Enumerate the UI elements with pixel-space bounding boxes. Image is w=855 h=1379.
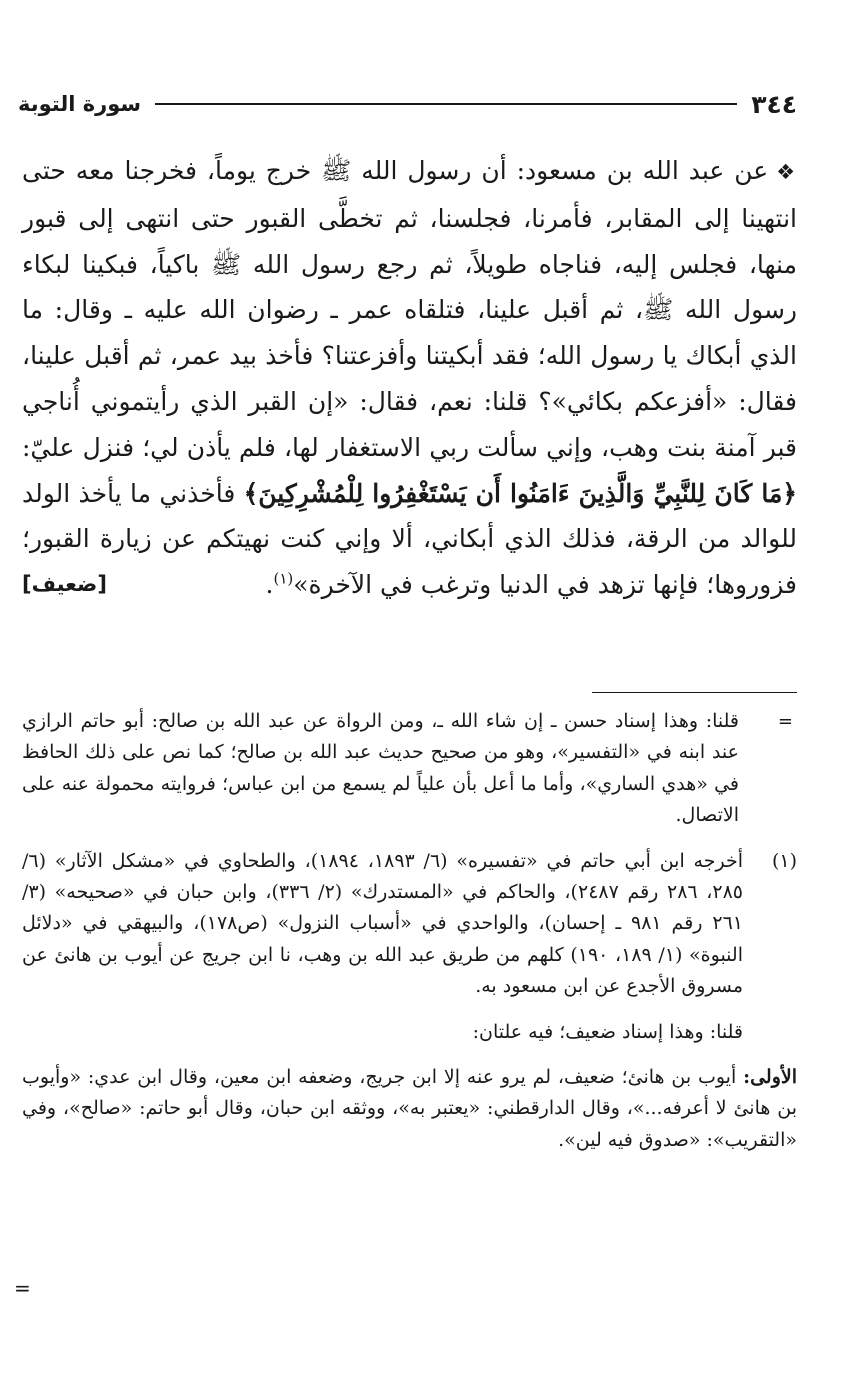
first-reason (22, 1062, 797, 1156)
footnote-1-followup: قلنا: وهذا إسناد ضعيف؛ فيه علتان: (472, 1020, 743, 1043)
hadith-text (22, 148, 797, 608)
footnote-1 (22, 846, 797, 1003)
hadith-text-after-verse: فأخذني ما يأخذ الولد للوالد من الرقة، فذلك الذي أبكاني، ألا وإني كنت نهيتكم عن زيارة القبور؛ فزوروها؛ فإنها تزهد في الدنيا وترغب في الآخرة» (22, 478, 797, 600)
footnote-reference[interactable]: (١) (273, 569, 294, 588)
footnotes (22, 706, 797, 1156)
hadith-paragraph (22, 148, 797, 608)
first-reason-text: أيوب بن هانئ؛ ضعيف، لم يرو عنه إلا ابن جريج، وضعفه ابن معين، وقال ابن عدي: «وأيوب بن هانئ لا أعرفه...»، وقال الدارقطني: «يعتبر به»، ووثقه ابن حبان، وقال أبو حاتم: «صالح»، وفي «التقريب»: «صدوق فيه لين». (22, 1066, 797, 1151)
continuation-marker: = (777, 711, 793, 732)
end-period: . (265, 570, 274, 600)
hadith-text-before-verse: عن عبد الله بن مسعود: أن رسول الله ﷺ خرج يوماً، فخرجنا معه حتى انتهينا إلى المقابر، فأمرنا، فجلسنا، ثم تخطَّى القبور حتى انتهى إلى قبور منها، فجلس إليه، فناجاه طويلاً، ثم رجع رسول الله ﷺ باكياً، فبكينا لبكاء رسول الله ﷺ، ثم أقبل علينا، فتلقاه عمر ـ رضوان الله عليه ـ وقال: ما الذي أبكاك يا رسول الله؛ فقد أبكيتنا وأفزعتنا؟ فأخذ بيد عمر، ثم أقبل علينا، فقال: «أفزعكم بكائي»؟ قلنا: نعم، فقال: «إن القبر الذي رأيتموني أُناجي قبر آمنة بنت وهب، وإني سألت ربي الاستغفار لها، فلم يأذن لي؛ فنزل عليّ: (22, 156, 797, 462)
quran-verse: ﴿مَا كَانَ لِلنَّبِيِّ وَالَّذِينَ ءَامَنُوا أَن يَسْتَغْفِرُوا لِلْمُشْرِكِينَ﴾ (243, 478, 797, 508)
bullet-icon: ❖ (776, 160, 797, 184)
footnote-continuation (22, 706, 797, 832)
footnote-1-marker: (١) (771, 849, 797, 872)
first-reason-label: الأولى: (743, 1066, 797, 1089)
continuation-text: قلنا: وهذا إسناد حسن ـ إن شاء الله ـ، ومن الرواة عن عبد الله بن صالح: أبو حاتم الرازي عند ابنه في «التفسير»، وهو من صحيح حديث عبد الله بن صالح؛ كما نص على ذلك الحافظ في «هدي الساري»، وأما ما أعل بأن علياً لم يسمع من ابن عباس؛ فروايته محمولة عنه على الاتصال. (22, 710, 739, 827)
hadith-grade: [ضعيف] (22, 572, 107, 597)
page-number: ٣٤٤ (751, 89, 797, 119)
page-header (18, 84, 797, 124)
footnote-1-text: أخرجه ابن أبي حاتم في «تفسيره» (٦/ ١٨٩٣، ١٨٩٤)، والطحاوي في «مشكل الآثار» (٦/ ٢٨٥، ٢٨٦ رقم ٢٤٨٧)، والحاكم في «المستدرك» (٢/ ٣٣٦)، وابن حبان في «صحيحه» (٣/ ٢٦١ رقم ٩٨١ ـ إحسان)، والواحدي في «أسباب النزول» (ص١٧٨)، والبيهقي في «دلائل النبوة» (١/ ١٨٩، ١٩٠) كلهم من طريق عبد الله بن وهب، نا ابن جريج عن أيوب بن هانئ عن مسروق الأجدع عن ابن مسعود به. (22, 849, 743, 998)
page-continue-marker: = (14, 1276, 31, 1300)
header-rule (155, 103, 737, 105)
footnote-separator (592, 692, 797, 693)
surah-title: سورة التوبة (18, 92, 142, 116)
